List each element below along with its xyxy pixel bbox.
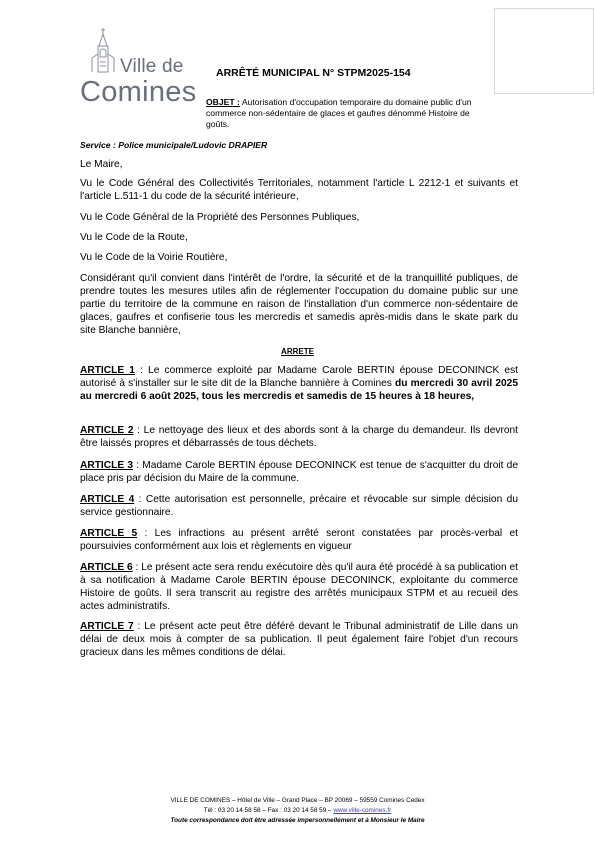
city-logo [80, 26, 206, 108]
article-5-text: : Les infractions au présent arrêté seront constatées par procès-verbal et poursuivies conformément aux lois et règlements en vigueur [80, 528, 518, 552]
article-7-text: : Le présent acte peut être déféré devant le Tribunal administratif de Lille dans un délai de deux mois à compter de sa publication. Il peut également faire l'objet d'un recours gracieux dans les mêmes conditions de délai. [80, 621, 518, 658]
article-1-text: : Le commerce exploité par Madame Carole BERTIN épouse DECONINCK est autorisé à s'installer sur le site dit de la Blanche bannière à Comines [80, 365, 518, 389]
website-link[interactable]: www.ville-comines.fr [333, 807, 392, 814]
object-text: Autorisation d'occupation temporaire du domaine public d'un commerce non-sédentaire de glaces et gaufres dénommé Histoire de goûts. [206, 97, 472, 129]
footer-phone-fax: Tél : 03 20 14 58 58 – Fax : 03 20 14 58 59 – [203, 807, 334, 814]
logo-line-comines: Comines [80, 76, 197, 108]
footer-note: Toute correspondance doit être adressée impersonnellement et à Monsieur le Maire [170, 817, 425, 824]
stamp-box [494, 8, 594, 94]
article-6-text: : Le présent acte sera rendu exécutoire dès qu'il aura été procédé à sa publication et à sa notification à Madame Carole BERTIN épouse DECONINCK, exploitante du commerce Histoire de goûts. Il sera transcrit au registre des arrêtés municipaux STPM et au recueil des actes administratifs. [80, 562, 518, 612]
footer-contact [0, 806, 595, 816]
article-7 [80, 620, 518, 659]
service-line: Service : Police municipale/Ludovic DRAPIER [80, 140, 268, 150]
article-3 [80, 459, 518, 485]
vu-voirie: Vu le Code de la Voirie Routière, [80, 252, 228, 263]
decree-title: ARRÊTÉ MUNICIPAL N° STPM2025-154 [216, 67, 411, 79]
vu-cgppp: Vu le Code Général de la Propriété des Personnes Publiques, [80, 212, 360, 223]
article-1-label: ARTICLE 1 [80, 365, 135, 376]
article-6-label: ARTICLE 6 [80, 562, 133, 573]
article-2-label: ARTICLE 2 [80, 425, 134, 436]
article-4-label: ARTICLE 4 [80, 494, 135, 505]
considerant: Considérant qu'il convient dans l'intérêt de l'ordre, la sécurité et de la tranquillité publiques, de prendre toutes les mesures utiles afin de réglementer l'occupation du domaine public sur une partie du territoire de la commune en raison de l'installation d'un commerce non-sédentaire de glaces, gaufres et confiserie tous les mercredis et samedis après-midis dans le skate park du site Blanche bannière, [80, 273, 518, 336]
footer-address: VILLE DE COMINES – Hôtel de Ville – Grand Place – BP 20069 – 59559 Comines Cedex [170, 797, 425, 804]
article-2 [80, 424, 518, 450]
vu-code-route: Vu le Code de la Route, [80, 232, 188, 243]
arrete-heading: ARRETE [281, 347, 314, 356]
article-5-label: ARTICLE 5 [80, 528, 138, 539]
vu-cgct: Vu le Code Général des Collectivités Territoriales, notamment l'article L 2212-1 et suivants et l'article L.511-1 du code de la sécurité intérieure, [80, 178, 518, 202]
article-1 [80, 364, 518, 403]
article-3-label: ARTICLE 3 [80, 460, 134, 471]
mayor-line: Le Maire, [80, 159, 123, 170]
page-footer [0, 796, 595, 826]
article-6 [80, 561, 518, 613]
article-2-text: : Le nettoyage des lieux et des abords sont à la charge du demandeur. Ils devront être laissés propres et débarrassés de tous déchets. [80, 425, 519, 449]
article-1-dates: du mercredi 30 avril 2025 au mercredi 6 août 2025, tous les mercredis et samedis de 15 heures à 18 heures, [80, 378, 518, 402]
article-7-label: ARTICLE 7 [80, 621, 134, 632]
article-4 [80, 493, 518, 519]
article-3-text: : Madame Carole BERTIN épouse DECONINCK est tenue de s'acquitter du droit de place pris par décision du Maire de la commune. [80, 460, 518, 484]
object-label: OBJET : [206, 97, 240, 107]
logo-line-ville: Ville de [120, 56, 184, 77]
article-4-text: : Cette autorisation est personnelle, précaire et révocable sur simple décision du service gestionnaire. [80, 494, 518, 518]
decree-object [206, 97, 494, 130]
article-5 [80, 527, 518, 553]
